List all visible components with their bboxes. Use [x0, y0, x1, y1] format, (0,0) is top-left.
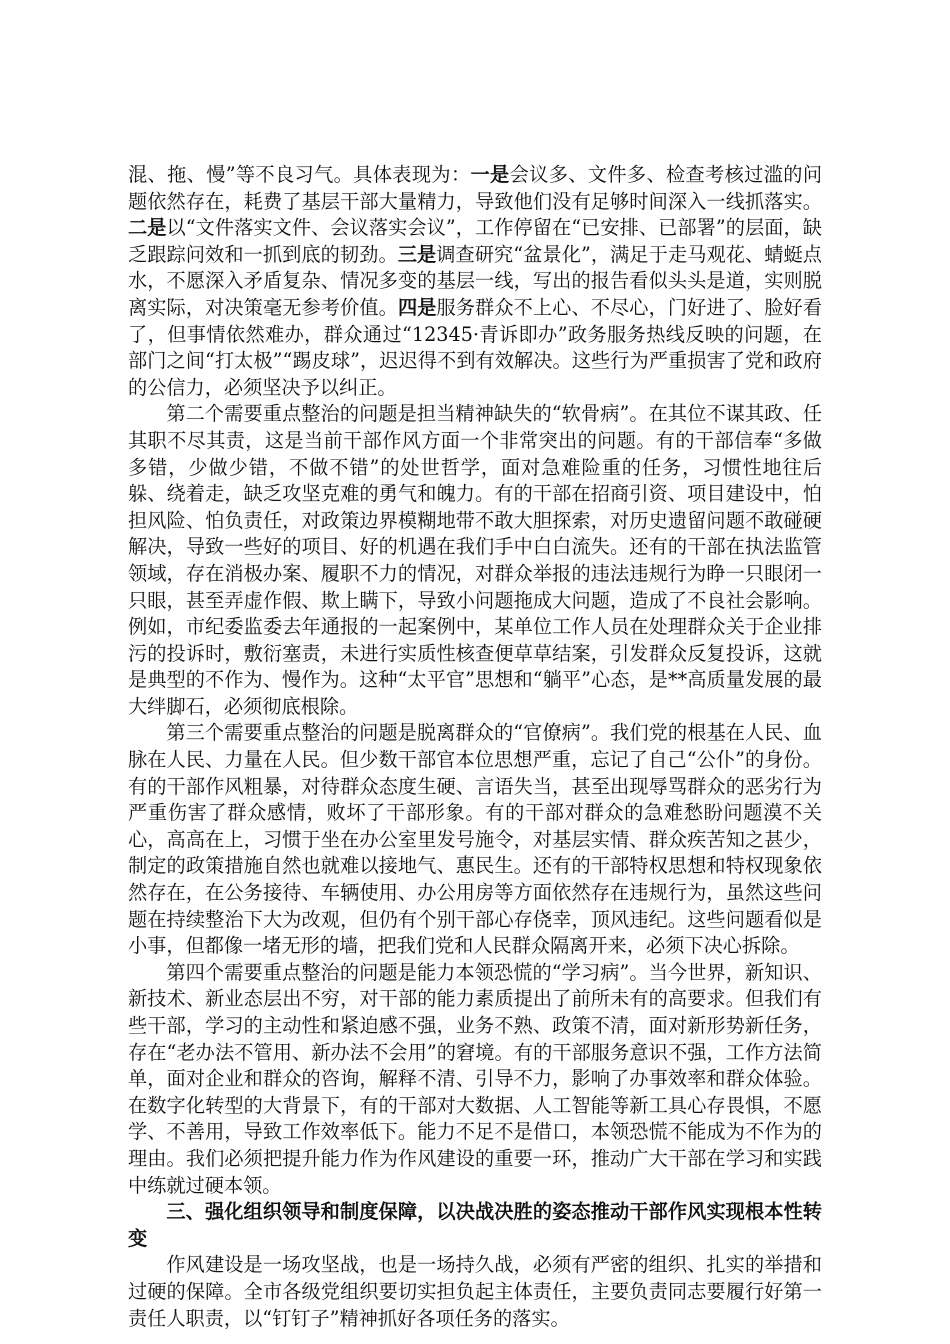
paragraph-fourth-problem: 第四个需要重点整治的问题是能力本领恐慌的“学习病”。当今世界，新知识、新技术、新业态层出不穷，对干部的能力素质提出了前所未有的高要求。但我们有些干部，学习的主动性和紧迫感不强，业务不熟、政策不清，面对新形势新任务，存在“老办法不管用、新办法不会用”的窘境。有的干部服务意识不强，工作方法简单，面对企业和群众的咨询，解释不清、引导不力，影响了办事效率和群众体验。在数字化转型的大背景下，有的干部对大数据、人工智能等新工具心存畏惧，不愿学、不善用，导致工作效率低下。能力不足不是借口，本领恐慌不能成为不作为的理由。我们必须把提升能力作为作风建设的重要一环，推动广大干部在学习和实践中练就过硬本领。: [128, 960, 822, 1197]
point-marker-four: 四是: [397, 295, 437, 319]
paragraph-problems-list: [128, 162, 822, 401]
paragraph-second-problem: 第二个需要重点整治的问题是担当精神缺失的“软骨病”。在其位不谋其政、任其职不尽其责，这是当前干部作风方面一个非常突出的问题。有的干部信奉“多做多错，少做少错，不做不错”的处世哲学，面对急难险重的任务，习惯性地往后躲、绕着走，缺乏攻坚克难的勇气和魄力。有的干部在招商引资、项目建设中，怕担风险、怕负责任，对政策边界模糊地带不敢大胆探索，对历史遗留问题不敢碰硬解决，导致一些好的项目、好的机遇在我们手中白白流失。还有的干部在执法监管领域，存在消极办案、履职不力的情况，对群众举报的违法违规行为睁一只眼闭一只眼，甚至弄虚作假、欺上瞒下，导致小问题拖成大问题，造成了不良社会影响。例如，市纪委监委去年通报的一起案例中，某单位工作人员在处理群众关于企业排污的投诉时，敷衍塞责，未进行实质性核查便草草结案，引发群众反复投诉，这就是典型的不作为、慢作为。这种“太平官”思想和“躺平”心态，是**高质量发展的最大绊脚石，必须彻底根除。: [128, 402, 822, 718]
point-marker-two: 二是: [128, 216, 167, 240]
paragraph-text: 会议多、文件多、检查考核过滥的问题依然存在，耗费了基层干部大量精力，导致他们没有足够时间深入一线抓落实。: [128, 163, 823, 213]
point-marker-one: 一是: [470, 163, 510, 186]
paragraph-third-problem: 第三个需要重点整治的问题是脱离群众的“官僚病”。我们党的根基在人民、血脉在人民、力量在人民。但少数干部官本位思想严重，忘记了自己“公仆”的身份。有的干部作风粗暴，对待群众态度生硬、言语失当，甚至出现辱骂群众的恶劣行为严重伤害了群众感情，败坏了干部形象。有的干部对群众的急难愁盼问题漠不关心，高高在上，习惯于坐在办公室里发号施令，对基层实情、群众疾苦知之甚少，制定的政策措施自然也就难以接地气、惠民生。还有的干部特权思想和特权现象依然存在，在公务接待、车辆使用、办公用房等方面依然存在违规行为，虽然这些问题在持续整治下大为改观，但仍有个别干部心存侥幸，顶风违纪。这些问题看似是小事，但都像一堵无形的墙，把我们党和人民群众隔离开来，必须下决心拆除。: [128, 721, 822, 958]
paragraph-section-three-intro: 作风建设是一场攻坚战，也是一场持久战，必须有严密的组织、扎实的举措和过硬的保障。全市各级党组织要切实担负起主体责任，主要负责同志要履行好第一责任人职责，以“钉钉子”精神抓好各项任务的落实。: [128, 1253, 822, 1330]
section-heading-three: 三、强化组织领导和制度保障，以决战决胜的姿态推动干部作风实现根本性转变: [128, 1200, 822, 1250]
paragraph-text: 服务群众不上心、不尽心，门好进了、脸好看了，但事情依然难办，群众通过“12345·青诉即办”政务服务热线反映的问题，在部门之间“打太极”“踢皮球”，迟迟得不到有效解决。这些行为严重损害了党和政府的公信力，必须坚决予以纠正。: [128, 295, 823, 399]
paragraph-text: 混、拖、慢”等不良习气。具体表现为：: [128, 163, 471, 186]
paragraph-text: 调查研究“盆景化”，满足于走马观花、蜻蜓点水，不愿深入矛盾复杂、情况多变的基层一线，写出的报告看似头头是道，实则脱离实际，对决策毫无参考价值。: [128, 242, 822, 319]
document-body: [128, 162, 822, 1332]
point-marker-three: 三是: [397, 242, 437, 266]
paragraph-text: 以“文件落实文件、会议落实会议”，工作停留在“已安排、已部署”的层面，缺乏跟踪问效和一抓到底的韧劲。: [128, 216, 822, 266]
